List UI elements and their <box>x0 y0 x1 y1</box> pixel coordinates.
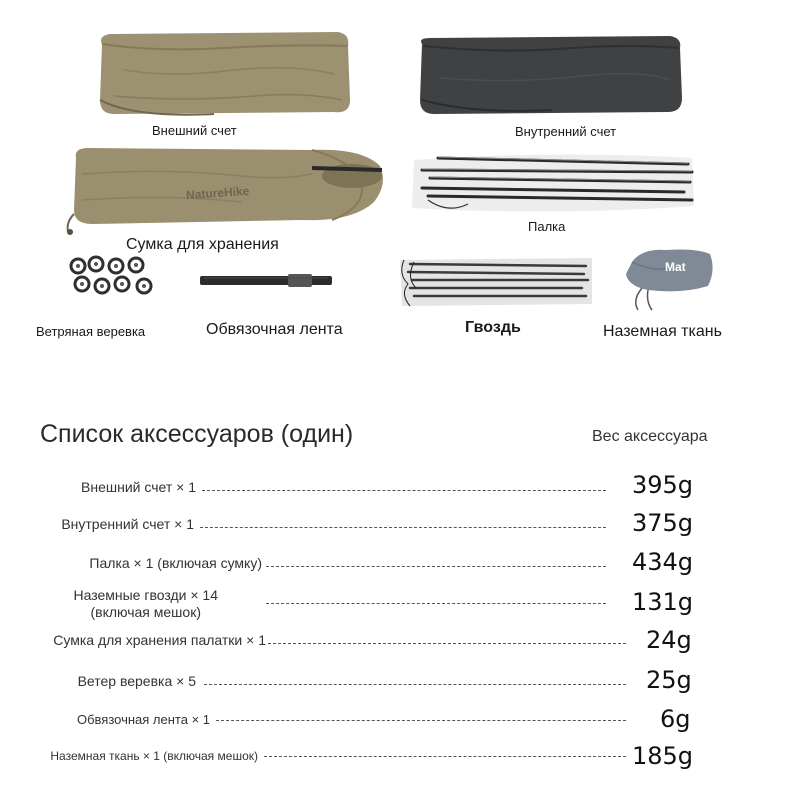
caption-ground-cloth: Наземная ткань <box>603 323 722 340</box>
list-row-label: Сумка для хранения палатки × 1 <box>53 632 266 648</box>
list-row-value: 395g <box>632 471 694 499</box>
list-title: Список аксессуаров (один) <box>40 420 354 448</box>
list-row-label-line: Наземные гвозди × 14 (включая мешок) <box>73 587 218 620</box>
caption-outer-fly: Внешний счет <box>152 123 237 138</box>
list-row-label: Наземная ткань × 1 (включая мешок) <box>50 749 258 763</box>
list-row-value: 131g <box>632 588 694 616</box>
poles-image <box>408 152 700 216</box>
list-row-value: 434g <box>632 548 694 576</box>
ground-cloth-brand: Mat <box>665 260 686 274</box>
caption-storage-bag: Сумка для хранения <box>126 236 279 253</box>
caption-poles: Палка <box>528 219 566 234</box>
outer-fly-image <box>94 30 356 118</box>
list-row-value: 25g <box>646 666 692 694</box>
list-row-leader <box>216 720 626 721</box>
list-row-leader <box>200 527 606 528</box>
inner-tent-image <box>412 34 684 116</box>
list-row-leader <box>266 566 606 567</box>
storage-bag-brand: NatureHike <box>185 183 250 203</box>
list-row-leader <box>268 643 626 644</box>
stakes-image <box>396 254 596 314</box>
list-row-label: Обвязочная лента × 1 <box>76 712 210 727</box>
list-row-value: 24g <box>646 626 692 654</box>
list-row-value: 6g <box>660 705 691 733</box>
list-row-label <box>73 587 218 621</box>
list-row-leader <box>204 684 626 685</box>
wind-ropes-image <box>66 256 160 298</box>
caption-wind-ropes: Ветряная веревка <box>36 324 146 339</box>
list-row-label: Ветер веревка × 5 <box>77 673 196 689</box>
caption-inner-tent: Внутренний счет <box>515 124 617 139</box>
list-row-leader <box>202 490 606 491</box>
list-row-label: Внутренний счет × 1 <box>61 516 194 532</box>
ground-cloth-image <box>612 246 718 314</box>
weight-header: Вес аксессуара <box>592 428 708 445</box>
binding-strap-image <box>198 270 338 292</box>
caption-stakes: Гвоздь <box>465 319 521 336</box>
list-row-leader <box>264 756 626 757</box>
list-row-label: Палка × 1 (включая сумку) <box>89 555 262 571</box>
list-row-value: 375g <box>632 509 694 537</box>
list-row-label: Внешний счет × 1 <box>81 479 196 495</box>
list-row-value: 185g <box>632 742 694 770</box>
list-row-leader <box>266 603 606 604</box>
caption-binding-strap: Обвязочная лента <box>206 321 343 338</box>
